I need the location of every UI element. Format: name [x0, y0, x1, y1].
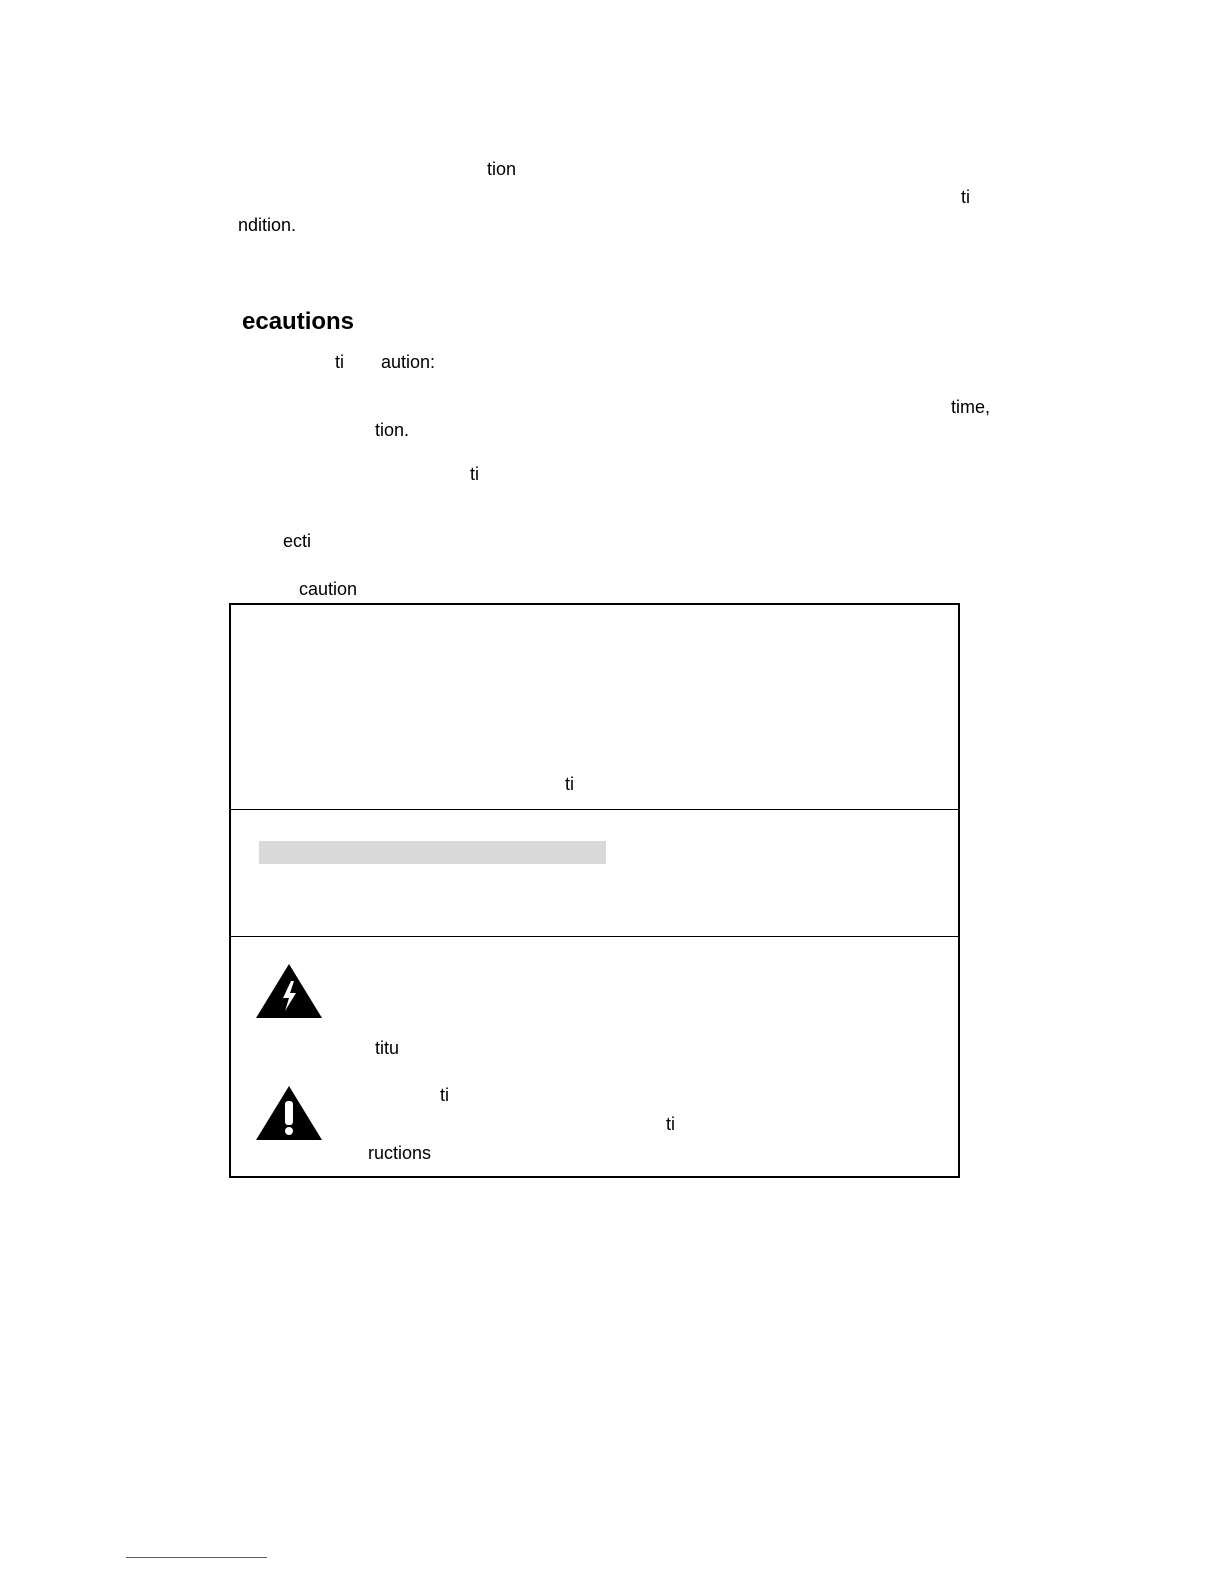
intro-text-fragment: tion	[487, 159, 517, 179]
intro-text-fragment: ndition.	[238, 215, 297, 235]
highlighted-text-bar	[259, 841, 606, 864]
notice-text-fragment: ructions	[368, 1143, 432, 1163]
precautions-text-fragment: ecti	[283, 531, 312, 551]
electric-shock-warning-icon	[255, 963, 323, 1019]
precautions-text-fragment: tion.	[375, 420, 410, 440]
notice-text-fragment: titu	[375, 1038, 400, 1058]
notice-text-fragment: ti	[666, 1114, 675, 1134]
notice-divider	[231, 809, 958, 810]
precautions-text-fragment: caution	[299, 579, 358, 599]
precautions-text-fragment: ti	[470, 464, 479, 484]
notice-text-fragment: ti	[440, 1085, 449, 1105]
precautions-text-fragment: ti	[335, 352, 344, 372]
safety-notice-box	[229, 603, 960, 1178]
footer-link-underline	[126, 1557, 267, 1558]
precautions-text-fragment: aution:	[381, 352, 436, 372]
notice-divider	[231, 936, 958, 937]
exclamation-warning-icon	[255, 1085, 323, 1141]
precautions-heading: ecautions	[242, 308, 355, 335]
intro-text-fragment: ti	[961, 187, 970, 207]
precautions-text-fragment: time,	[951, 397, 991, 417]
notice-text-fragment: ti	[565, 774, 574, 794]
